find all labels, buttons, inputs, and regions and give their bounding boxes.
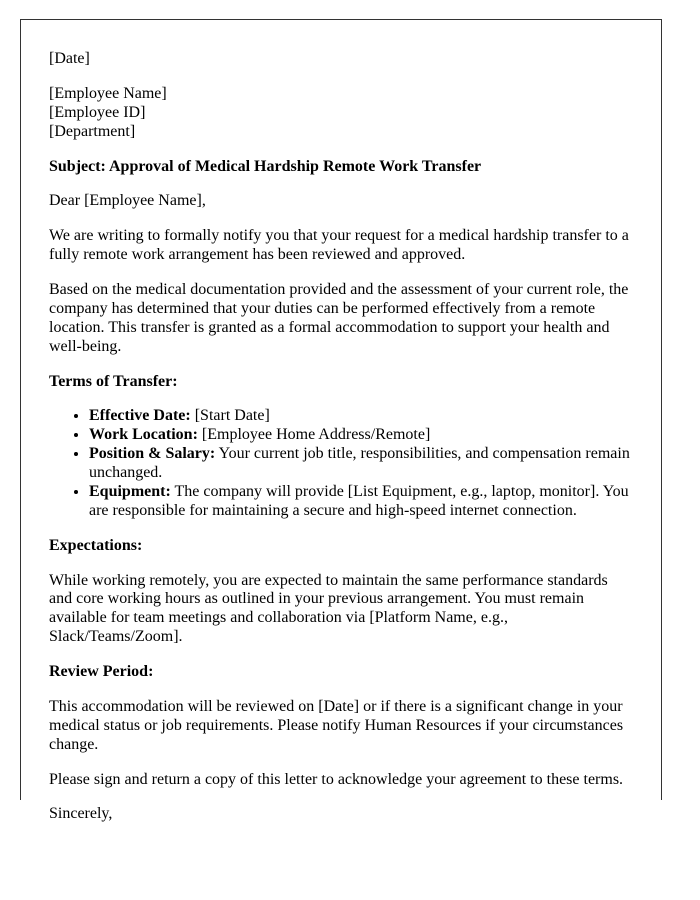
intro-paragraph: We are writing to formally notify you that your request for a medical hardship transfer to a fully remote work arrangement has been reviewed and approved. <box>49 227 629 264</box>
term-item-position-salary <box>89 445 633 483</box>
term-label: Position & Salary: <box>89 445 216 463</box>
term-label: Effective Date: <box>89 407 191 425</box>
review-paragraph: This accommodation will be reviewed on [Date] or if there is a significant change in your medical status or job requirements. Please notify Human Resources if your circumstances change. <box>49 697 624 753</box>
signoff: Sincerely, <box>49 805 113 823</box>
terms-heading: Terms of Transfer: <box>49 372 178 390</box>
letter-document <box>20 19 662 823</box>
term-item-work-location <box>89 426 633 445</box>
term-item-effective-date <box>89 407 633 426</box>
recipient-block <box>49 85 633 142</box>
review-heading: Review Period: <box>49 663 154 680</box>
date-line: [Date] <box>49 50 90 67</box>
term-item-equipment <box>89 483 633 521</box>
subject-line: Subject: Approval of Medical Hardship Remote Work Transfer <box>49 157 482 175</box>
closing-paragraph: Please sign and return a copy of this letter to acknowledge your agreement to these terms. <box>49 770 624 788</box>
terms-list <box>49 407 633 520</box>
assessment-paragraph: Based on the medical documentation provided and the assessment of your current role, the company has determined that your duties can be performed effectively from a remote location. This transfer is granted as a formal accommodation to support your health and well-being. <box>49 281 629 355</box>
recipient-id-line: [Employee ID] <box>49 103 146 121</box>
salutation: Dear [Employee Name], <box>49 192 206 210</box>
recipient-department-line: [Department] <box>49 122 136 140</box>
term-label: Work Location: <box>89 426 198 444</box>
expectations-heading: Expectations: <box>49 536 143 554</box>
term-value: Your current job title, responsibilities, and compensation remain unchanged. <box>89 445 630 481</box>
term-value: [Start Date] <box>194 407 270 425</box>
term-value: The company will provide [List Equipment, e.g., laptop, monitor]. You are responsible for maintaining a secure and high-speed internet connection. <box>89 482 629 519</box>
recipient-name-line: [Employee Name] <box>49 84 167 102</box>
expectations-paragraph: While working remotely, you are expected to maintain the same performance standards and core working hours as outlined in your previous arrangement. You must remain available for team meetings and collaboration via [Platform Name, e.g., Slack/Teams/Zoom]. <box>49 571 608 646</box>
term-value: [Employee Home Address/Remote] <box>201 426 431 444</box>
term-label: Equipment: <box>89 482 171 500</box>
